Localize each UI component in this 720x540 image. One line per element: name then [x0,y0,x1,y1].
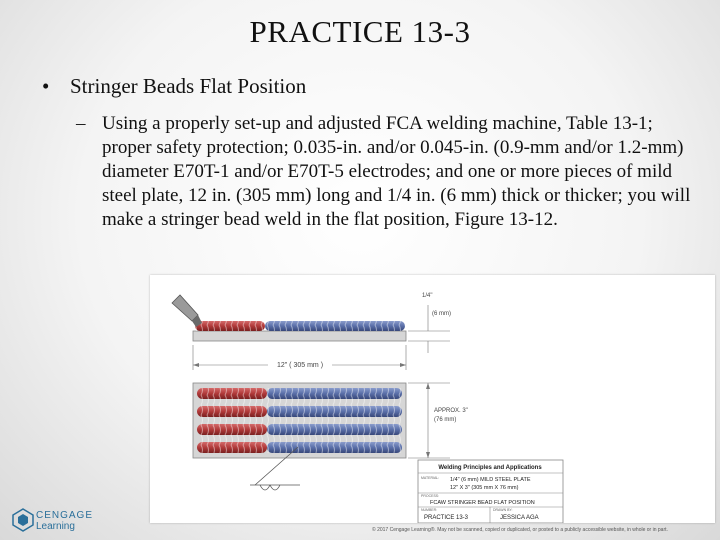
material-label: MATERIAL: [421,476,440,480]
bullet-dot-icon: • [42,74,50,98]
material-line2: 12" X 3" (305 mm X 76 mm) [450,485,519,491]
logo-word-1: CENGAGE [36,510,94,521]
number-value: PRACTICE 13-3 [424,515,469,521]
cengage-mark-icon [12,508,34,532]
titleblock-header: Welding Principles and Applications [438,465,542,471]
drawn-label: DRAWN BY: [493,508,513,512]
dash-icon: – [76,113,86,134]
width-label-bottom: (76 mm) [434,417,457,423]
sub-bullet-text: Using a properly set-up and adjusted FCA welding machine, Table 13-1; proper safety protection; 0.035-in. and/or 0.045-in. (0.9-mm and/or 1.2-mm) diameter E70T-1 and/or E70T-5 electrodes; and one or more pieces of mild steel plate, 12 in. (305 mm) long and 1/4 in. (6 mm) thick or thicker; you will make a stringer bead weld in the flat position, Figure 13-12. [102,113,691,230]
sub-bullet [76,112,696,232]
plate-top-view [193,383,406,458]
material-line1: 1/4" (6 mm) MILD STEEL PLATE [450,477,531,483]
width-label-top: APPROX. 3" [434,408,468,414]
title-block [418,460,563,523]
cengage-logo [12,508,92,534]
length-dimension [193,345,406,370]
drawn-value: JESSICA AGA [500,515,539,521]
bullet-text: Stringer Beads Flat Position [70,74,307,98]
welding-torch-icon [172,295,202,327]
number-label: NUMBER: [421,508,438,512]
process-value: FCAW STRINGER BEAD FLAT POSITION [430,500,535,506]
slide-title: PRACTICE 13-3 [249,14,471,49]
weld-drawing [150,275,715,523]
thickness-dimension [408,293,451,353]
figure-13-12 [150,275,715,523]
copyright-notice: © 2017 Cengage Learning®. May not be scanned, copied or duplicated, or posted to a publicly accessible website, in whole or in part. [372,527,668,533]
length-label: 12" ( 305 mm ) [276,362,324,369]
bullet-item [42,74,306,99]
logo-word-2: Learning [36,521,75,532]
width-dimension [408,383,472,458]
process-label: PROCESS: [421,494,440,498]
plate-edge-view [172,295,406,341]
thickness-label-top: 1/4" [422,293,433,299]
thickness-label-bottom: (6 mm) [432,311,451,317]
bead-rows [197,388,402,453]
